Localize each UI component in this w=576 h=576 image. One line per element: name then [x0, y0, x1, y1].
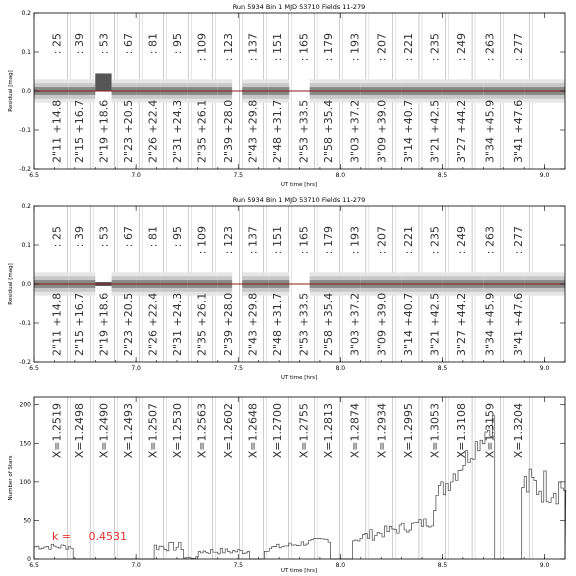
field-label-lower: 2"48 +31.7 — [271, 99, 285, 163]
x-tick-label: 7.0 — [131, 562, 141, 569]
x-tick-label: 8.0 — [335, 562, 346, 569]
x-tick-label: 8.0 — [335, 365, 346, 372]
airmass-label: X=1.2934 — [375, 403, 389, 459]
field-label-lower: 2"53 +33.5 — [297, 99, 311, 163]
field-label-lower: 3"03 +37.2 — [348, 292, 362, 356]
airmass-label: X=1.2755 — [297, 403, 311, 459]
y-tick-label: 0.0 — [21, 281, 31, 288]
residual-panel-middle — [8, 196, 565, 381]
airmass-label: X=1.2563 — [195, 403, 209, 459]
field-label-upper: : 25 — [50, 33, 64, 55]
field-label-lower: 3"34 +45.9 — [483, 99, 497, 163]
x-tick-label: 6.5 — [29, 562, 39, 569]
field-label-upper: : 249 — [454, 226, 468, 255]
field-label-upper: : 207 — [375, 226, 389, 255]
field-label-upper: : 95 — [171, 33, 185, 55]
field-label-lower: 2"43 +29.8 — [246, 99, 260, 163]
field-label-lower: 2"23 +20.5 — [122, 292, 136, 356]
airmass-label: X=1.2493 — [122, 403, 136, 459]
field-label-lower: 2"19 +18.6 — [97, 292, 111, 356]
y-tick-label: -0.1 — [19, 127, 31, 134]
airmass-label: X=1.2602 — [222, 403, 236, 459]
x-tick-label: 7.5 — [233, 562, 244, 569]
field-label-lower: 2"35 +26.1 — [195, 292, 209, 356]
field-label-lower: 2"43 +29.8 — [246, 292, 260, 356]
airmass-label: X=1.2498 — [73, 403, 87, 459]
field-label-upper: : 277 — [512, 33, 526, 62]
y-tick-label: 0 — [27, 556, 31, 563]
field-label-upper: : 277 — [512, 226, 526, 255]
field-label-lower: 2"19 +18.6 — [97, 99, 111, 163]
x-tick-label: 7.5 — [233, 365, 244, 372]
x-tick-label: 7.0 — [131, 365, 141, 372]
y-tick-label: -0.1 — [19, 320, 31, 327]
y-tick-label: 150 — [19, 440, 31, 448]
field-label-upper: : 179 — [322, 226, 336, 255]
field-label-lower: 2"26 +22.4 — [146, 292, 160, 356]
field-label-upper: : 235 — [428, 33, 442, 62]
field-label-upper: : 25 — [50, 226, 64, 248]
field-label-upper: : 235 — [428, 226, 442, 255]
y-tick-label: -0.2 — [19, 359, 31, 366]
y-tick-label: -0.2 — [19, 166, 31, 173]
y-axis-label-bottom: Number of Stars — [8, 455, 14, 501]
field-label-upper: : 123 — [222, 226, 236, 255]
airmass-label: X=1.2813 — [322, 403, 336, 459]
field-label-lower: 3"09 +39.0 — [375, 99, 389, 163]
airmass-label: X=1.3159 — [483, 403, 497, 459]
airmass-label: X=1.2519 — [50, 403, 64, 459]
field-label-upper: : 165 — [297, 33, 311, 62]
field-label-lower: 3"34 +45.9 — [483, 292, 497, 356]
y-tick-label: 0.0 — [21, 88, 31, 95]
x-tick-label: 9.0 — [539, 172, 550, 179]
field-label-lower: 2"31 +24.3 — [171, 99, 185, 163]
airmass-label: X=1.3204 — [512, 403, 526, 459]
airmass-label: X=1.2648 — [246, 403, 260, 459]
field-label-upper: : 193 — [348, 33, 362, 62]
airmass-label: X=1.2874 — [348, 403, 362, 459]
field-label-lower: 2"53 +33.5 — [297, 292, 311, 356]
x-tick-label: 9.0 — [539, 365, 550, 372]
x-tick-label: 8.5 — [437, 562, 448, 569]
field-label-upper: : 39 — [73, 226, 87, 248]
x-axis-label-middle: UT time [hrs] — [280, 375, 318, 381]
field-label-upper: : 53 — [97, 33, 111, 55]
field-label-upper: : 263 — [483, 226, 497, 255]
field-label-upper: : 263 — [483, 33, 497, 62]
field-label-lower: 2"23 +20.5 — [122, 99, 136, 163]
field-label-upper: : 81 — [146, 33, 160, 55]
y-tick-label: 100 — [19, 478, 31, 486]
x-tick-label: 6.5 — [29, 172, 39, 179]
field-label-lower: 3"21 +42.5 — [428, 292, 442, 356]
airmass-label: X=1.2530 — [171, 403, 185, 459]
x-tick-label: 7.0 — [131, 172, 141, 179]
field-label-lower: 3"09 +39.0 — [375, 292, 389, 356]
field-label-lower: 3"41 +47.6 — [512, 292, 526, 356]
residual-panel-top — [8, 3, 565, 188]
field-label-upper: : 207 — [375, 33, 389, 62]
field-label-lower: 2"15 +16.7 — [73, 99, 87, 163]
x-axis-label-bottom: UT time [hrs] — [280, 568, 318, 574]
field-label-lower: 2"15 +16.7 — [73, 292, 87, 356]
field-label-upper: : 53 — [97, 226, 111, 248]
y-axis-label-top: Residual [mag] — [8, 70, 14, 112]
y-tick-label: 0.2 — [21, 203, 31, 210]
x-tick-label: 9.0 — [539, 562, 550, 569]
field-label-upper: : 179 — [322, 33, 336, 62]
field-label-lower: 2"39 +28.0 — [222, 292, 236, 356]
star-count-panel — [8, 397, 566, 574]
field-label-lower: 2"11 +14.8 — [50, 292, 64, 356]
x-tick-label: 7.5 — [233, 172, 244, 179]
field-label-lower: 2"58 +35.4 — [322, 99, 336, 163]
field-label-lower: 2"26 +22.4 — [146, 99, 160, 163]
y-axis-label-middle: Residual [mag] — [8, 263, 14, 305]
airmass-label: X=1.3053 — [428, 403, 442, 459]
field-label-lower: 3"14 +40.7 — [401, 292, 415, 356]
field-label-upper: : 221 — [401, 33, 415, 62]
field-label-lower: 3"27 +44.2 — [454, 292, 468, 356]
field-label-lower: 2"39 +28.0 — [222, 99, 236, 163]
x-tick-label: 8.5 — [437, 172, 448, 179]
field-label-upper: : 81 — [146, 226, 160, 248]
airmass-label: X=1.2507 — [146, 403, 160, 459]
y-tick-label: 50 — [23, 517, 31, 525]
y-tick-label: 0.1 — [21, 49, 31, 56]
x-axis-label-top: UT time [hrs] — [280, 182, 318, 188]
field-label-lower: 3"41 +47.6 — [512, 99, 526, 163]
field-label-upper: : 123 — [222, 33, 236, 62]
field-label-lower: 2"11 +14.8 — [50, 99, 64, 163]
field-label-upper: : 137 — [246, 226, 260, 255]
chart-title-middle: Run 5934 Bin 1 MJD 53710 Fields 11-279 — [232, 196, 366, 204]
field-label-upper: : 193 — [348, 226, 362, 255]
airmass-label: X=1.3108 — [454, 403, 468, 459]
field-label-upper: : 39 — [73, 33, 87, 55]
field-label-upper: : 95 — [171, 226, 185, 248]
field-label-upper: : 109 — [195, 33, 209, 62]
field-label-upper: : 67 — [122, 226, 136, 248]
x-tick-label: 8.5 — [437, 365, 448, 372]
field-label-lower: 3"03 +37.2 — [348, 99, 362, 163]
field-label-lower: 3"27 +44.2 — [454, 99, 468, 163]
chart-title-top: Run 5934 Bin 1 MJD 53710 Fields 11-279 — [232, 3, 366, 11]
x-tick-label: 6.5 — [29, 365, 39, 372]
field-label-lower: 2"35 +26.1 — [195, 99, 209, 163]
airmass-label: X=1.2490 — [97, 403, 111, 459]
y-tick-label: 200 — [19, 401, 31, 409]
x-tick-label: 8.0 — [335, 172, 346, 179]
y-tick-label: 0.1 — [21, 242, 31, 249]
field-label-upper: : 221 — [401, 226, 415, 255]
field-label-upper: : 109 — [195, 226, 209, 255]
field-label-lower: 3"14 +40.7 — [401, 99, 415, 163]
airmass-label: X=1.2700 — [271, 403, 285, 459]
field-label-upper: : 137 — [246, 33, 260, 62]
field-label-upper: : 165 — [297, 226, 311, 255]
field-label-upper: : 249 — [454, 33, 468, 62]
airmass-label: X=1.2995 — [401, 403, 415, 459]
extinction-annotation: k = 0.4531 — [52, 530, 128, 543]
residual-band — [95, 73, 111, 91]
field-label-lower: 2"48 +31.7 — [271, 292, 285, 356]
y-tick-label: 0.2 — [21, 10, 31, 17]
field-label-upper: : 151 — [271, 226, 285, 255]
field-label-lower: 2"58 +35.4 — [322, 292, 336, 356]
field-label-lower: 2"31 +24.3 — [171, 292, 185, 356]
field-label-upper: : 151 — [271, 33, 285, 62]
field-label-lower: 3"21 +42.5 — [428, 99, 442, 163]
field-label-upper: : 67 — [122, 33, 136, 55]
